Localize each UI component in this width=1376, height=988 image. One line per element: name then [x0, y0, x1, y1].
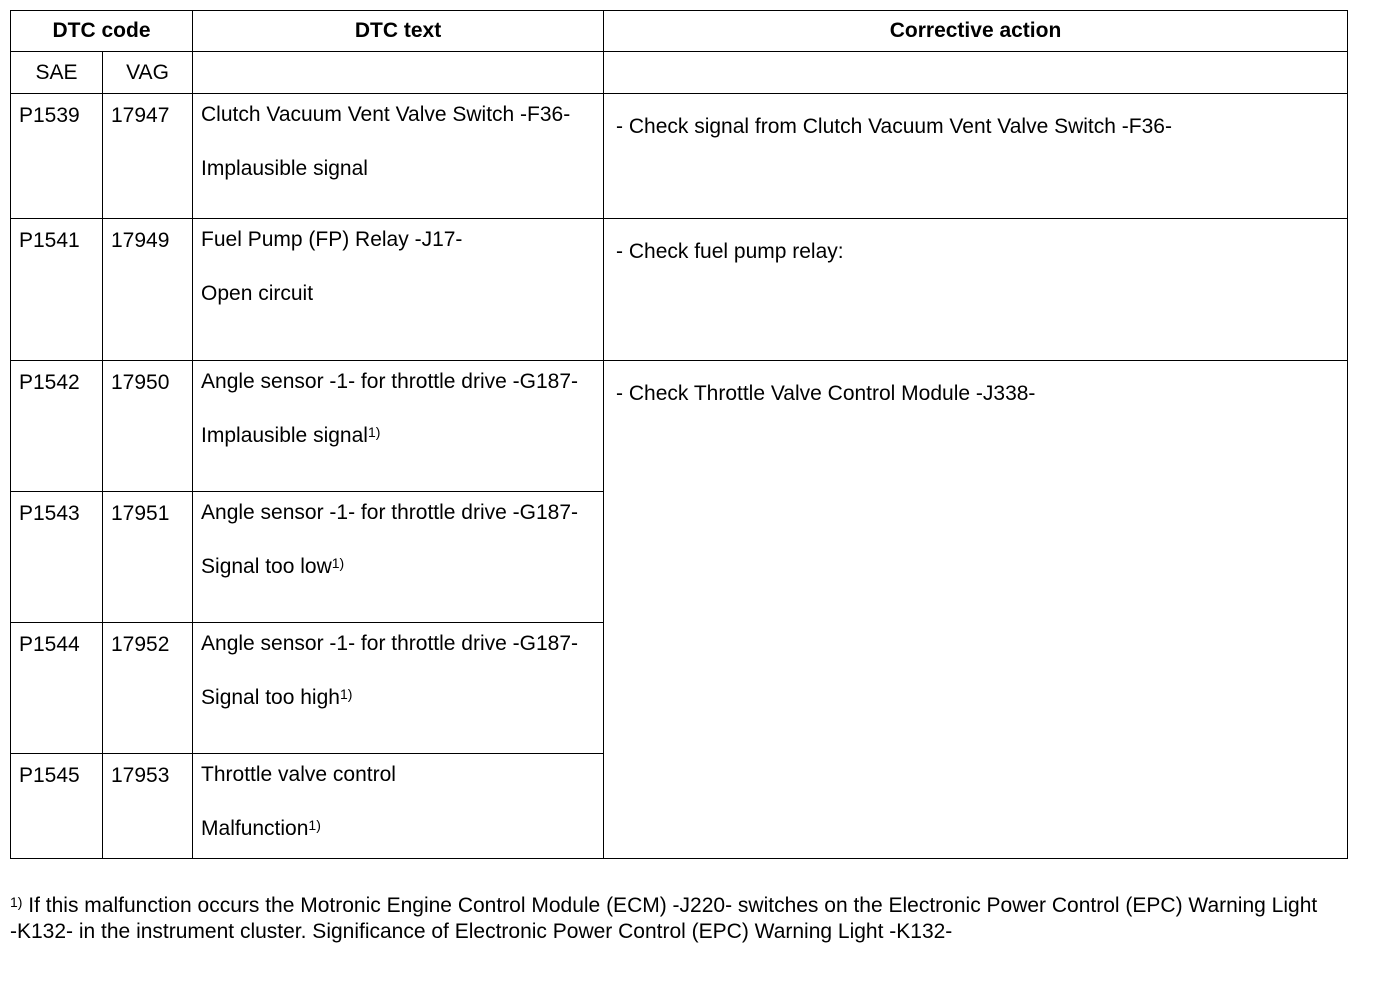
corrective-action-cell: - Check fuel pump relay:: [604, 219, 1348, 361]
vag-code: 17953: [103, 754, 193, 859]
dtc-description: Angle sensor -1- for throttle drive -G187-: [201, 501, 579, 524]
dtc-text-cell: [193, 361, 604, 492]
subheader-empty-action: [604, 52, 1348, 94]
footnote-ref: 1): [308, 817, 321, 833]
dtc-condition: Signal too low$^{1)}$: [201, 555, 345, 578]
dtc-description: Clutch Vacuum Vent Valve Switch -F36-: [201, 103, 571, 126]
dtc-condition: Open circuit: [201, 282, 314, 305]
table-row: [11, 361, 1348, 492]
footnote-ref: 1): [331, 555, 345, 571]
dtc-text-cell: [193, 219, 604, 361]
table-row: [11, 94, 1348, 219]
dtc-description: Throttle valve control: [201, 763, 396, 786]
sae-code: P1543: [11, 492, 103, 623]
subheader-vag: VAG: [103, 52, 193, 94]
subheader-empty-text: [193, 52, 604, 94]
dtc-text-cell: [193, 492, 604, 623]
dtc-condition: Implausible signal$^{1)}$: [201, 424, 381, 447]
table-row: [11, 219, 1348, 361]
sae-code: P1545: [11, 754, 103, 859]
subheader-row: [11, 52, 1348, 94]
footnote-marker: 1): [10, 894, 23, 910]
dtc-condition: Signal too high$^{1)}$: [201, 686, 353, 709]
header-row: [11, 11, 1348, 52]
vag-code: 17949: [103, 219, 193, 361]
vag-code: 17952: [103, 623, 193, 754]
subheader-sae: SAE: [11, 52, 103, 94]
dtc-text-cell: [193, 623, 604, 754]
footnote-ref: 1): [367, 424, 381, 440]
corrective-action-cell: - Check Throttle Valve Control Module -J338-: [604, 361, 1348, 859]
vag-code: 17951: [103, 492, 193, 623]
dtc-description: Angle sensor -1- for throttle drive -G187-: [201, 632, 579, 655]
dtc-description: Angle sensor -1- for throttle drive -G187-: [201, 370, 579, 393]
corrective-action-cell: - Check signal from Clutch Vacuum Vent Valve Switch -F36-: [604, 94, 1348, 219]
dtc-text-cell: [193, 754, 604, 859]
vag-code: 17947: [103, 94, 193, 219]
sae-code: P1544: [11, 623, 103, 754]
header-corrective-action: Corrective action: [604, 11, 1348, 52]
vag-code: 17950: [103, 361, 193, 492]
header-dtc-text: DTC text: [193, 11, 604, 52]
sae-code: P1541: [11, 219, 103, 361]
header-dtc-code: DTC code: [11, 11, 193, 52]
footnote-ref: 1): [339, 686, 353, 702]
dtc-condition: Malfunction$^{1)}$: [201, 817, 321, 840]
dtc-table: [10, 10, 1348, 859]
dtc-description: Fuel Pump (FP) Relay -J17-: [201, 228, 463, 251]
footnote-text: If this malfunction occurs the Motronic Engine Control Module (ECM) -J220- switches on the Electronic Power Control (EPC) Warning Light -K132- in the instrument cluster. Significance of Electronic Power Control (EPC) Warning Light -K132-: [10, 894, 1318, 943]
footnote: [10, 893, 1330, 945]
sae-code: P1539: [11, 94, 103, 219]
dtc-text-cell: [193, 94, 604, 219]
sae-code: P1542: [11, 361, 103, 492]
dtc-condition: Implausible signal: [201, 157, 368, 180]
